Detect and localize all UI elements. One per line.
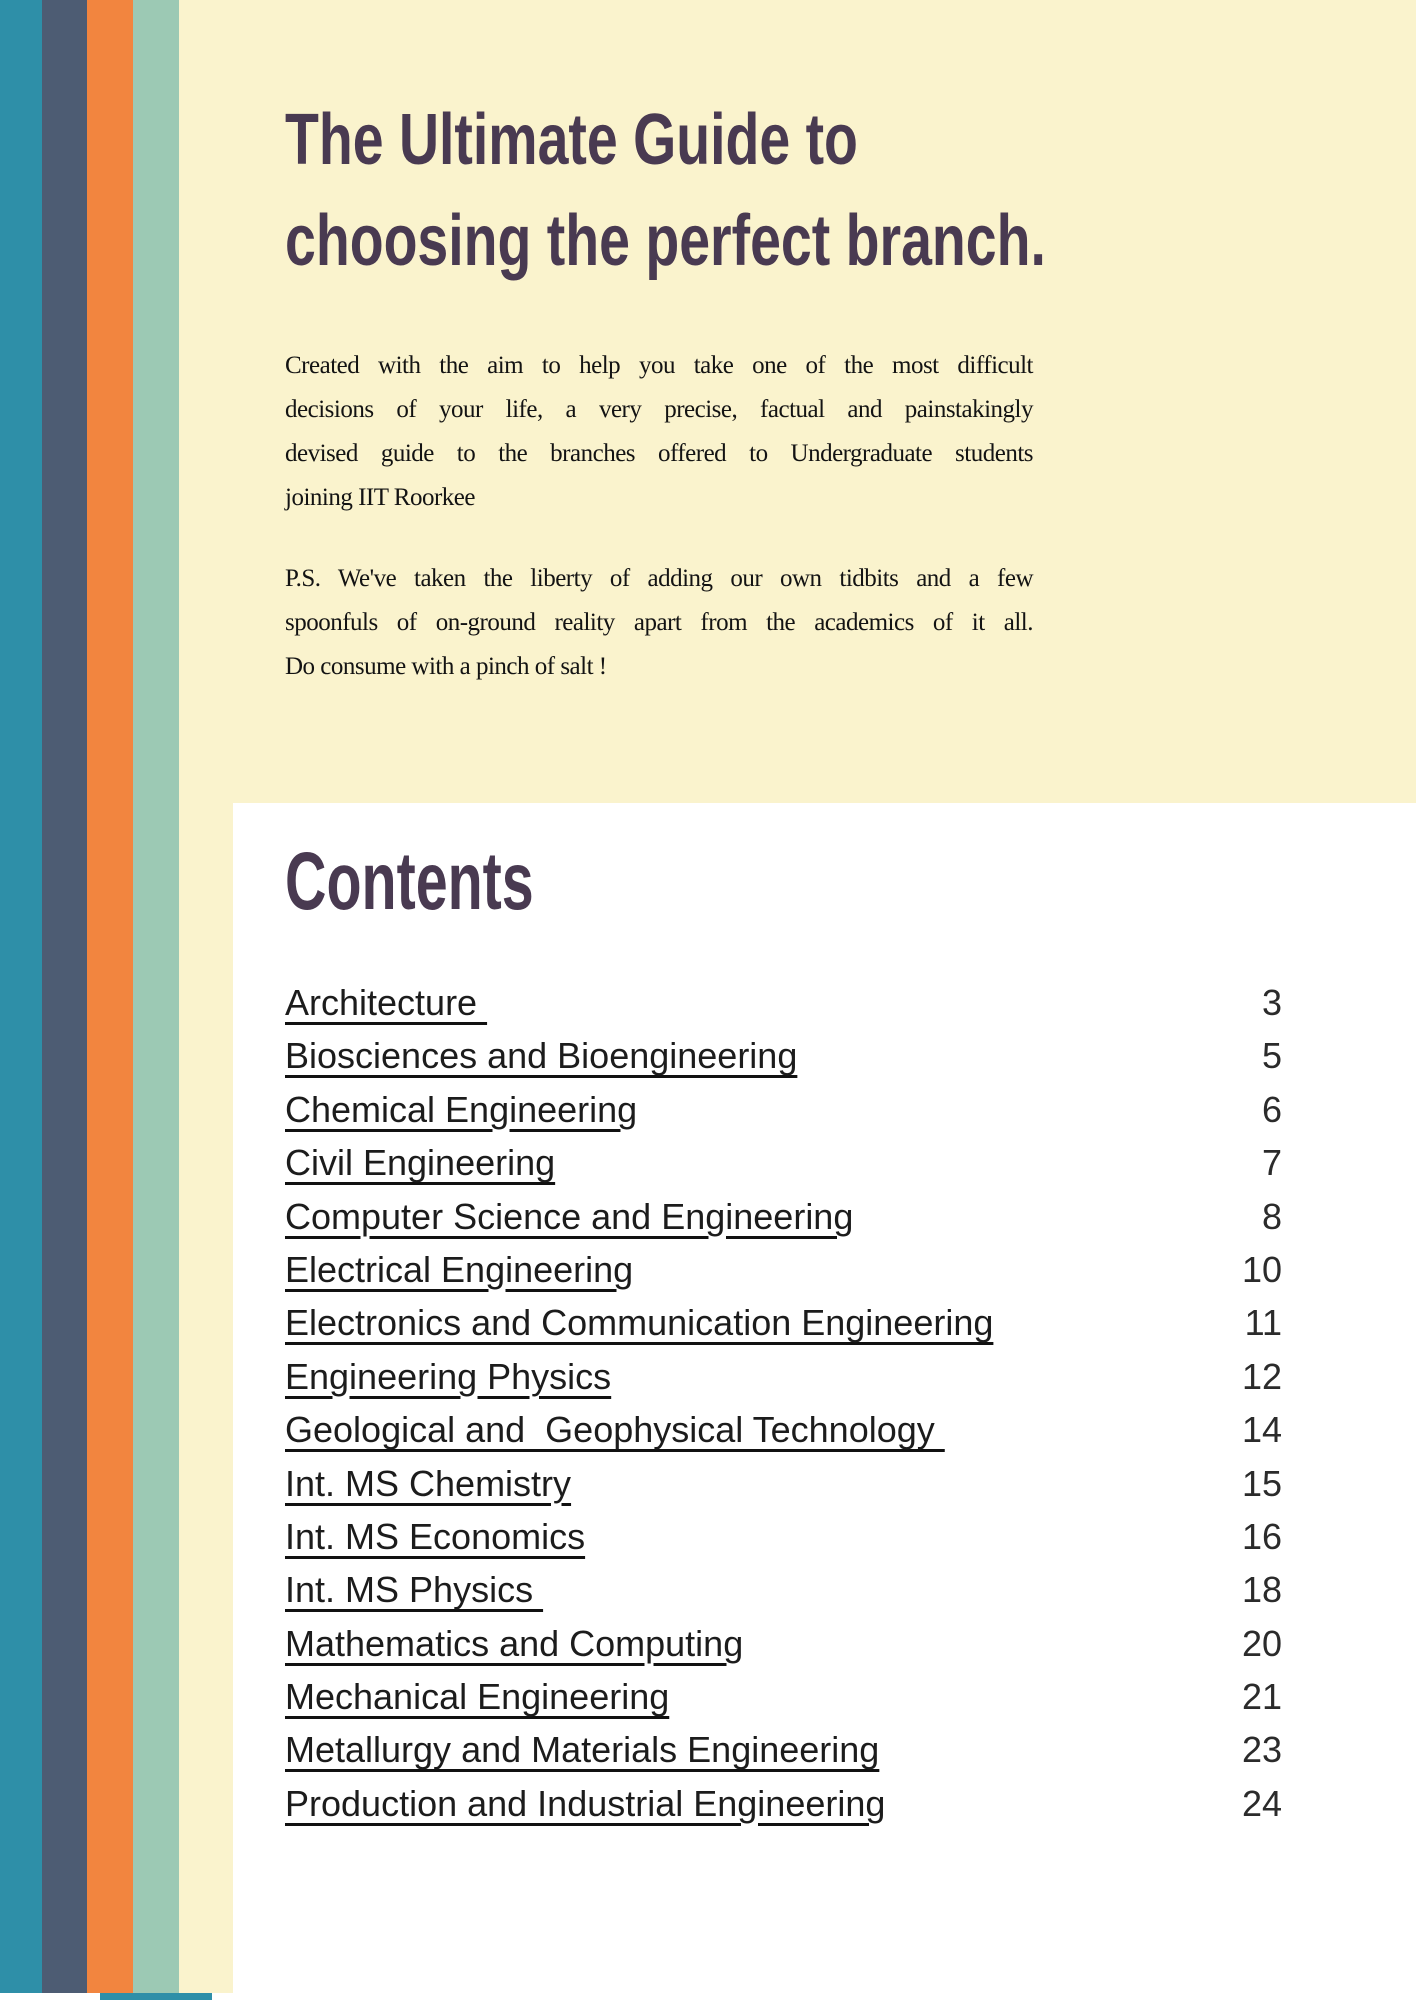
- toc-row: [285, 1563, 1282, 1616]
- toc-row: [285, 1617, 1282, 1670]
- intro-paragraph: [285, 344, 1033, 520]
- toc-entry-link[interactable]: Civil Engineering: [285, 1142, 556, 1184]
- toc-entry-link[interactable]: Computer Science and Engineering: [285, 1195, 854, 1237]
- toc-row: [285, 1296, 1282, 1349]
- toc-row: [285, 1777, 1282, 1830]
- paragraph-line: Do consume with a pinch of salt !: [285, 653, 607, 680]
- toc-page-number: 3: [1261, 982, 1282, 1023]
- stripe-teal: [0, 0, 42, 1994]
- toc-row: [285, 1457, 1282, 1510]
- toc-page-number: 10: [1241, 1248, 1282, 1290]
- toc-page-number: 20: [1241, 1622, 1282, 1664]
- toc-row: [285, 1670, 1282, 1723]
- table-of-contents: [285, 976, 1282, 1830]
- toc-page-number: 7: [1261, 1142, 1282, 1184]
- toc-row: [285, 1510, 1282, 1563]
- toc-page-number: 12: [1241, 1355, 1282, 1397]
- toc-row: [285, 1029, 1282, 1082]
- toc-entry-link[interactable]: Int. MS Chemistry: [285, 1462, 572, 1504]
- stripe-orange: [87, 0, 133, 1994]
- paragraph-line: devised guide to the branches offered to Undergraduate students: [285, 440, 1033, 467]
- stripe-sage: [133, 0, 179, 1994]
- toc-page-number: 11: [1244, 1302, 1282, 1344]
- stripe-slate: [42, 0, 87, 1994]
- toc-page-number: 5: [1261, 1035, 1282, 1077]
- toc-entry-link[interactable]: Architecture: [285, 982, 488, 1023]
- toc-entry-link[interactable]: Geological and Geophysical Technology: [285, 1409, 945, 1451]
- title-line: choosing the perfect branch.: [285, 201, 1046, 281]
- paragraph-line: decisions of your life, a very precise, factual and painstakingly: [285, 396, 1033, 423]
- toc-page-number: 23: [1241, 1729, 1282, 1771]
- bottom-teal-bar: [100, 1993, 212, 2000]
- paragraph-line: spoonfuls of on-ground reality apart from the academics of it all.: [285, 609, 1033, 636]
- page-title: [285, 90, 1094, 292]
- toc-entry-link[interactable]: Int. MS Physics: [285, 1569, 544, 1611]
- toc-row: [285, 1083, 1282, 1136]
- toc-entry-link[interactable]: Int. MS Economics: [285, 1515, 586, 1557]
- toc-row: [285, 976, 1282, 1029]
- toc-row: [285, 1243, 1282, 1296]
- toc-row: [285, 1723, 1282, 1776]
- toc-page-number: 6: [1261, 1088, 1282, 1130]
- toc-entry-link[interactable]: Electrical Engineering: [285, 1248, 634, 1290]
- toc-entry-link[interactable]: Chemical Engineering: [285, 1088, 638, 1130]
- toc-page-number: 15: [1241, 1462, 1282, 1504]
- paragraph-line: Created with the aim to help you take one of the most difficult: [285, 352, 1033, 379]
- toc-row: [285, 1403, 1282, 1456]
- paragraph-line: joining IIT Roorkee: [285, 484, 475, 511]
- toc-row: [285, 1190, 1282, 1243]
- title-line: The Ultimate Guide to: [285, 100, 858, 180]
- toc-page-number: 21: [1241, 1676, 1282, 1718]
- ps-paragraph: [285, 557, 1033, 689]
- paragraph-line: P.S. We've taken the liberty of adding our own tidbits and a few: [285, 565, 1033, 592]
- toc-page-number: 18: [1241, 1569, 1282, 1611]
- toc-row: [285, 1136, 1282, 1189]
- toc-page-number: 24: [1241, 1782, 1282, 1824]
- toc-entry-link[interactable]: Electronics and Communication Engineering: [285, 1302, 994, 1344]
- toc-entry-link[interactable]: Engineering Physics: [285, 1355, 612, 1397]
- contents-panel: [233, 803, 1416, 2000]
- toc-entry-link[interactable]: Biosciences and Bioengineering: [285, 1035, 798, 1077]
- toc-entry-link[interactable]: Production and Industrial Engineering: [285, 1782, 886, 1824]
- toc-page-number: 8: [1261, 1195, 1282, 1237]
- toc-entry-link[interactable]: Mechanical Engineering: [285, 1676, 670, 1718]
- toc-row: [285, 1350, 1282, 1403]
- toc-entry-link[interactable]: Metallurgy and Materials Engineering: [285, 1729, 880, 1771]
- toc-page-number: 14: [1241, 1409, 1282, 1451]
- toc-page-number: 16: [1241, 1515, 1282, 1557]
- contents-heading: Contents: [285, 836, 534, 927]
- toc-entry-link[interactable]: Mathematics and Computing: [285, 1622, 744, 1664]
